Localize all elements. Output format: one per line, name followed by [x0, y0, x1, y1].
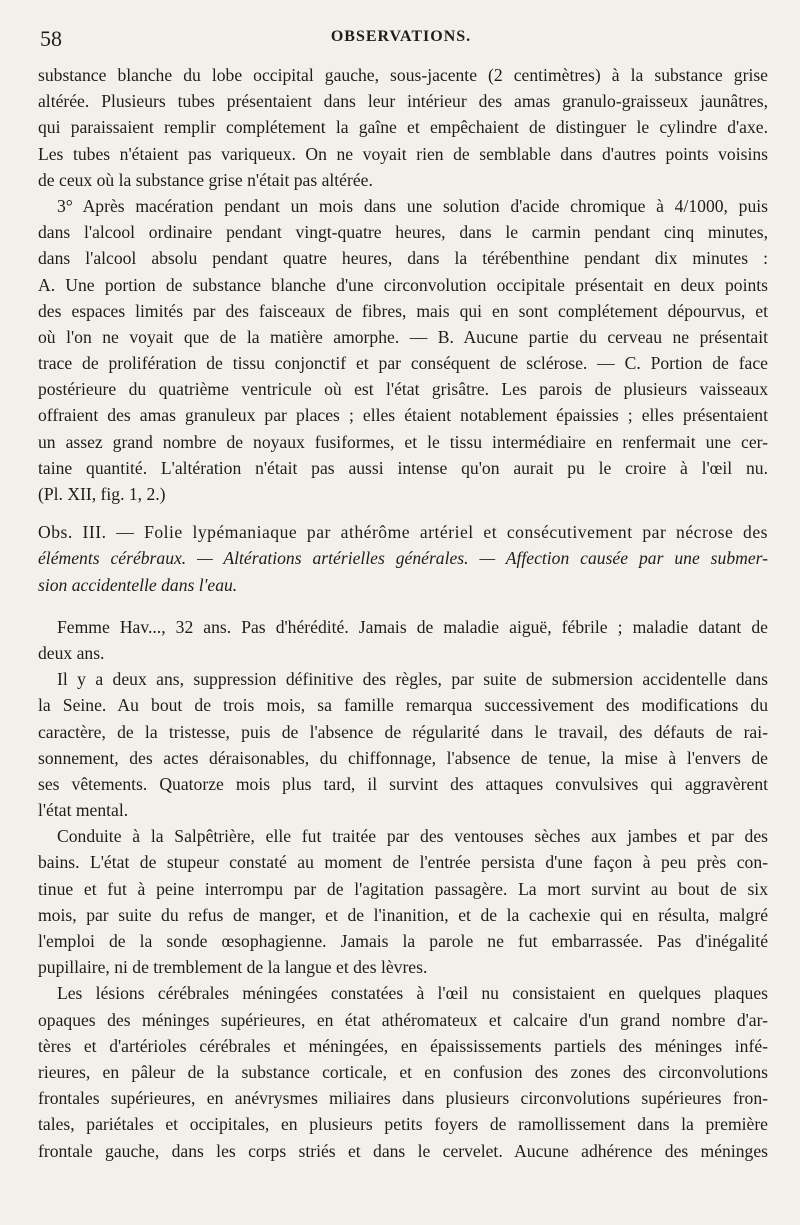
text-line: sonnement, des actes déraisonables, du chiffonnage, l'absence de tenue, la mise à l'envers de	[38, 747, 768, 768]
text-line: tales, pariétales et occipitales, en plusieurs petits foyers de ramollissement dans la première	[38, 1114, 768, 1135]
page-body	[38, 62, 768, 1164]
running-title: OBSERVATIONS.	[330, 28, 472, 45]
text-line: ses vêtements. Quatorze mois plus tard, il survint des attaques convulsives qui aggravèrent	[38, 773, 768, 794]
text-line: où l'on ne voyait que de la matière amorphe. — B. Aucune partie du cerveau ne présentait	[38, 326, 768, 347]
page-number: 58	[40, 26, 62, 51]
text-line: la Seine. Au bout de trois mois, sa famille remarqua successivement des modifications du	[38, 695, 768, 716]
text-line: pupillaire, ni de tremblement de la langue et des lèvres.	[38, 957, 428, 978]
text-line: l'emploi de la sonde œsophagienne. Jamais la parole ne fut embarrassée. Pas d'inégalité	[38, 931, 768, 951]
text-line: trace de prolifération de tissu conjonctif et par conséquent de sclérose. — C. Portion de face	[38, 353, 768, 374]
text-line: Les lésions cérébrales méningées constatées à l'œil nu consistaient en quelques plaques	[57, 983, 768, 1004]
text-line: des espaces limités par des faisceaux de fibres, mais qui en sont complétement dépourvus, et	[38, 300, 768, 321]
text-line: (Pl. XII, fig. 1, 2.)	[38, 484, 166, 504]
text-line: mois, par suite du refus de manger, et de l'inanition, et de la cachexie qui en résulta, malgré	[38, 904, 768, 925]
section-gap	[38, 507, 768, 519]
section-gap	[38, 598, 768, 614]
text-line: bains. L'état de stupeur constaté au moment de l'entrée persista d'une façon à peu près con-	[38, 852, 768, 873]
observation-heading: éléments cérébraux. — Altérations artérielles générales. — Affection causée par une submer-	[38, 548, 768, 569]
text-line: l'état mental.	[38, 800, 129, 821]
text-line: 3° Après macération pendant un mois dans une solution d'acide chromique à 4/1000, puis	[57, 195, 768, 216]
text-line: deux ans.	[38, 642, 105, 663]
text-line: de ceux où la substance grise n'était pas altérée.	[38, 169, 373, 190]
text-line: Il y a deux ans, suppression définitive des règles, par suite de submersion accidentelle dans	[57, 669, 768, 690]
text-line: dans l'alcool absolu pendant quatre heures, dans la térébenthine pendant dix minutes :	[38, 248, 768, 269]
text-line: dans l'alcool ordinaire pendant vingt-quatre heures, dans le carmin pendant cinq minutes,	[38, 222, 768, 243]
observation-heading: Obs. III. — Folie lypémaniaque par athérôme artériel et consécutivement par nécrose des	[38, 522, 768, 543]
text-line: frontale gauche, dans les corps striés et dans le cervelet. Aucune adhérence des méninges	[38, 1140, 768, 1161]
text-line: Femme Hav..., 32 ans. Pas d'hérédité. Jamais de maladie aiguë, fébrile ; maladie datant de	[57, 616, 768, 637]
text-line: un assez grand nombre de noyaux fusiformes, et le tissu intermédiaire en renfermait une cer-	[38, 431, 768, 452]
text-line: taine quantité. L'altération n'était pas aussi intense qu'on aurait pu le croire à l'œil nu.	[38, 457, 768, 478]
text-line: substance blanche du lobe occipital gauche, sous-jacente (2 centimètres) à la substance grise	[38, 65, 768, 85]
text-line: postérieure du quatrième ventricule où est l'état grisâtre. Les parois de plusieurs vaisseaux	[38, 379, 768, 400]
text-line: qui paraissaient remplir complétement la gaîne et empêchaient de distinguer le cylindre d'axe.	[38, 117, 768, 138]
page-header	[36, 26, 766, 54]
text-line: Conduite à la Salpêtrière, elle fut traitée par des ventouses sèches aux jambes et par des	[57, 826, 768, 847]
text-line: A. Une portion de substance blanche d'une circonvolution occipitale présentait en deux points	[38, 274, 768, 295]
text-line: Les tubes n'étaient pas variqueux. On ne voyait rien de semblable dans d'autres points voisins	[38, 143, 768, 164]
observation-heading: sion accidentelle dans l'eau.	[38, 574, 238, 595]
text-line: opaques des méninges supérieures, en état athéromateux et calcaire d'un grand nombre d'ar-	[38, 1009, 768, 1030]
text-line: altérée. Plusieurs tubes présentaient dans leur intérieur des amas granulo-graisseux jaunâtres,	[38, 91, 768, 112]
text-line: tères et d'artérioles cérébrales et méningées, en épaississements partiels des méninges infé-	[38, 1035, 768, 1056]
text-line: offraient des amas granuleux par places ; elles étaient notablement épaissies ; elles présentaient	[38, 405, 768, 426]
text-line: frontales supérieures, en anévrysmes miliaires dans plusieurs circonvolutions supérieures fron-	[38, 1088, 768, 1109]
text-line: tinue et fut à peine interrompu par de l'agitation passagère. La mort survint au bout de six	[38, 878, 768, 899]
text-line: caractère, de la tristesse, puis de l'absence de régularité dans le travail, des défauts de rai-	[38, 721, 768, 742]
text-line: rieures, en pâleur de la substance corticale, et en confusion des zones des circonvolutions	[38, 1061, 768, 1082]
